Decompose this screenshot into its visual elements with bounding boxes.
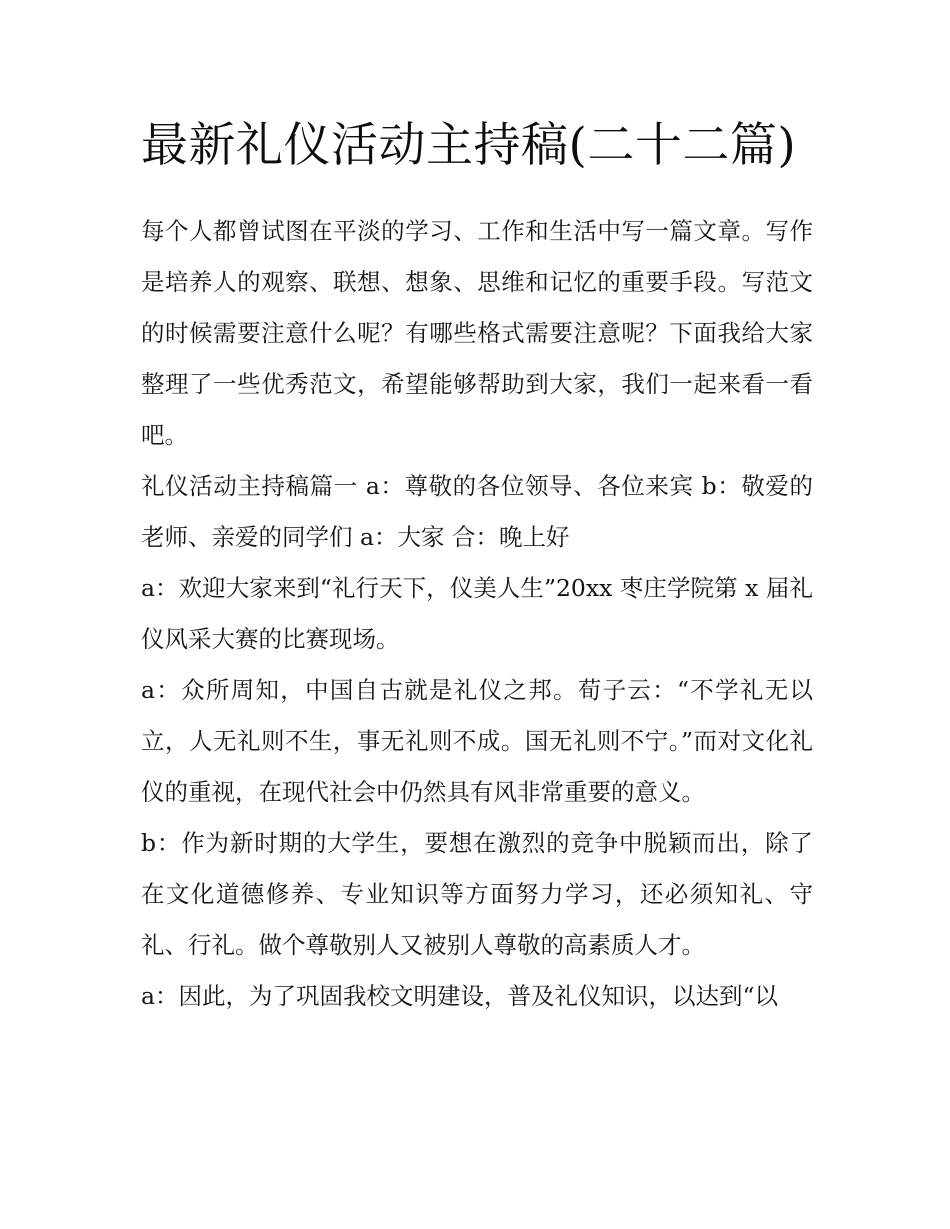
paragraph-students: b：作为新时期的大学生，要想在激烈的竞争中脱颖而出，除了在文化道德修养、专业知识等方面努力学习，还必须知礼、守礼、行礼。做个尊敬别人又被别人尊敬的高素质人才。 — [141, 829, 813, 959]
paragraph-greeting: 礼仪活动主持稿篇一 a：尊敬的各位领导、各位来宾 b：敬爱的老师、亲爱的同学们 a：大家 合：晚上好 — [141, 472, 813, 551]
document-title: 最新礼仪活动主持稿(二十二篇) — [141, 118, 797, 173]
paragraph-etiquette-history: a：众所周知，中国自古就是礼仪之邦。荀子云：“不学礼无以立，人无礼则不生，事无礼则不成。国无礼则不宁。”而对文化礼仪的重视，在现代社会中仍然具有风非常重要的意义。 — [141, 676, 813, 806]
paragraph-purpose: a：因此，为了巩固我校文明建设，普及礼仪知识，以达到“以 — [141, 982, 779, 1010]
paragraph-intro: 每个人都曾试图在平淡的学习、工作和生活中写一篇文章。写作是培养人的观察、联想、想象、思维和记忆的重要手段。写范文的时候需要注意什么呢？有哪些格式需要注意呢？下面我给大家整理了一些优秀范文，希望能够帮助到大家，我们一起来看一看吧。 — [141, 217, 813, 449]
paragraph-welcome: a：欢迎大家来到“礼行天下，仪美人生”20xx 枣庄学院第 x 届礼仪风采大赛的比赛现场。 — [141, 574, 813, 653]
document-page — [141, 112, 813, 1022]
document-body — [141, 206, 813, 1022]
